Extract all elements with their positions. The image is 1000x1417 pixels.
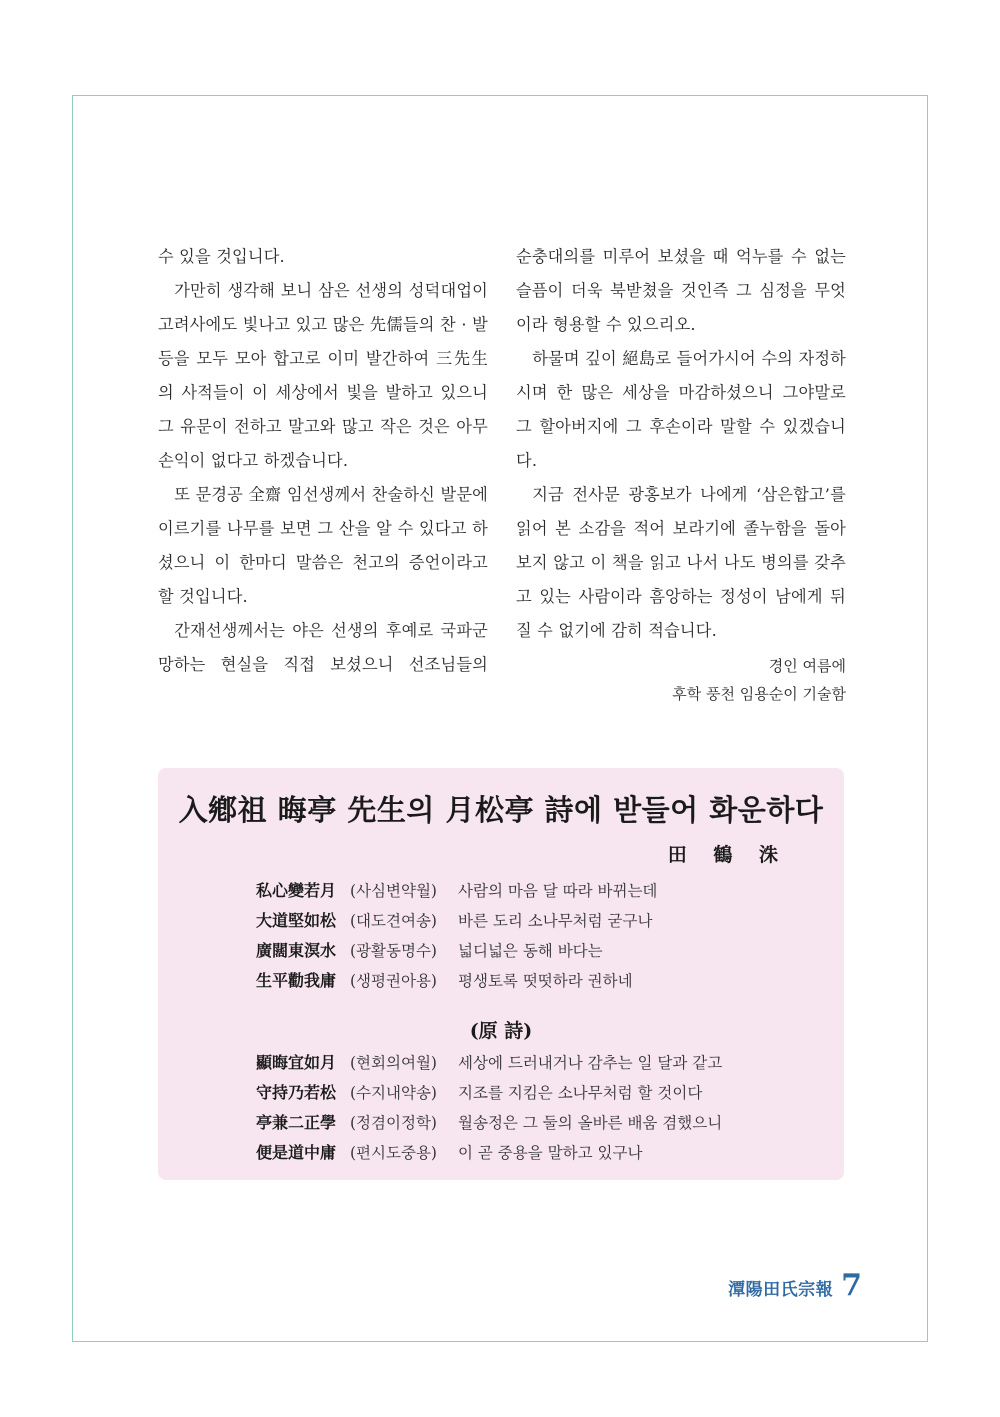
verse-reading: (대도견여송) bbox=[350, 912, 437, 930]
article-paragraph: 순충대의를 미루어 보셨을 때 억누를 수 없는 슬픔이 더욱 북받쳤을 것인즉 그 심정을 무엇이라 형용할 수 있으리오. bbox=[516, 247, 846, 334]
poem-verses bbox=[256, 878, 657, 998]
verse-translation: 지조를 지킴은 소나무처럼 할 것이다 bbox=[458, 1084, 703, 1102]
signature-author: 후학 풍천 임용순이 기술함 bbox=[672, 685, 846, 703]
verse-reading: (광활동명수) bbox=[350, 942, 437, 960]
poem-verse bbox=[256, 878, 657, 908]
verse-hanja: 便是道中庸 bbox=[256, 1143, 337, 1162]
poem-author: 田 鶴 洙 bbox=[667, 844, 788, 866]
signature-date: 경인 여름에 bbox=[768, 657, 846, 675]
verse-reading: (수지내약송) bbox=[350, 1084, 437, 1102]
article-paragraph: 가만히 생각해 보니 삼은 선생의 성덕대업이 고려사에도 빛나고 있고 많은 先儒들의 찬 · 발 등을 모두 모아 합고로 이미 발간하여 三先生의 사적들이 이 세상에서 빛을 발하고 있으니 그 유문이 전하고 말고와 많고 작은 것은 아무 손익이 없다고 하겠습니다. bbox=[158, 281, 488, 470]
original-poem-label: (原 詩) bbox=[469, 1020, 533, 1042]
verse-hanja: 廣闊東溟水 bbox=[256, 941, 337, 960]
verse-translation: 바른 도리 소나무처럼 굳구나 bbox=[458, 912, 653, 930]
verse-hanja: 亭兼二正學 bbox=[256, 1113, 337, 1132]
verse-hanja: 守持乃若松 bbox=[256, 1083, 337, 1102]
page-number: 7 bbox=[841, 1268, 862, 1303]
verse-translation: 평생토록 떳떳하라 권하네 bbox=[458, 972, 633, 990]
poem-verse bbox=[256, 938, 657, 968]
article-paragraph: 하물며 깊이 絕島로 들어가시어 수의 자정하시며 한 많은 세상을 마감하셨으니 그야말로 그 할아버지에 그 후손이라 말할 수 있겠습니다. bbox=[516, 349, 846, 470]
poem-verse bbox=[256, 968, 657, 998]
verse-hanja: 生平勸我庸 bbox=[256, 971, 337, 990]
verse-reading: (생평권아용) bbox=[350, 972, 437, 990]
article-right-column bbox=[516, 240, 846, 708]
signature bbox=[516, 652, 846, 708]
verse-translation: 월송정은 그 둘의 올바른 배움 겸했으니 bbox=[458, 1114, 723, 1132]
poem-box bbox=[158, 768, 844, 1180]
original-verse bbox=[256, 1110, 722, 1140]
verse-reading: (정겸이정학) bbox=[350, 1114, 437, 1132]
verse-hanja: 大道堅如松 bbox=[256, 911, 337, 930]
verse-reading: (편시도중용) bbox=[350, 1144, 437, 1162]
original-verse bbox=[256, 1140, 722, 1170]
article-paragraph: 수 있을 것입니다. bbox=[158, 247, 285, 266]
article-paragraph: 간재선생께서는 야은 선생의 후예로 국파군망하는 현실을 직접 보셨으니 선조님들의 bbox=[158, 621, 488, 674]
article-paragraph: 또 문경공 全齋 임선생께서 찬술하신 발문에 이르기를 나무를 보면 그 산을 알 수 있다고 하셨으니 이 한마디 말씀은 천고의 증언이라고 할 것입니다. bbox=[158, 485, 488, 606]
original-verse bbox=[256, 1080, 722, 1110]
poem-verse bbox=[256, 908, 657, 938]
poem-title: 入鄕祖 晦亭 先生의 月松亭 詩에 받들어 화운하다 bbox=[178, 793, 824, 827]
verse-translation: 이 곧 중용을 말하고 있구나 bbox=[458, 1144, 643, 1162]
original-verse bbox=[256, 1050, 722, 1080]
verse-translation: 넓디넓은 동해 바다는 bbox=[458, 942, 603, 960]
verse-reading: (현회의여월) bbox=[350, 1054, 437, 1072]
article-left-column bbox=[158, 240, 488, 682]
article-paragraph: 지금 전사문 광홍보가 나에게 ‘삼은합고’를 읽어 본 소감을 적어 보라기에 졸누함을 돌아보지 않고 이 책을 읽고 나서 나도 병의를 갖추고 있는 사람이라 흠앙하는 정성이 남에게 뒤질 수 없기에 감히 적습니다. bbox=[516, 485, 846, 640]
verse-hanja: 顯晦宜如月 bbox=[256, 1053, 337, 1072]
page-footer bbox=[728, 1268, 862, 1303]
verse-translation: 사람의 마음 달 따라 바뀌는데 bbox=[458, 882, 658, 900]
verse-reading: (사심변약월) bbox=[350, 882, 437, 900]
original-poem-verses bbox=[256, 1050, 722, 1170]
publication-name: 潭陽田氏宗報 bbox=[728, 1280, 834, 1300]
verse-translation: 세상에 드러내거나 감추는 일 달과 같고 bbox=[458, 1054, 723, 1072]
verse-hanja: 私心變若月 bbox=[256, 881, 337, 900]
